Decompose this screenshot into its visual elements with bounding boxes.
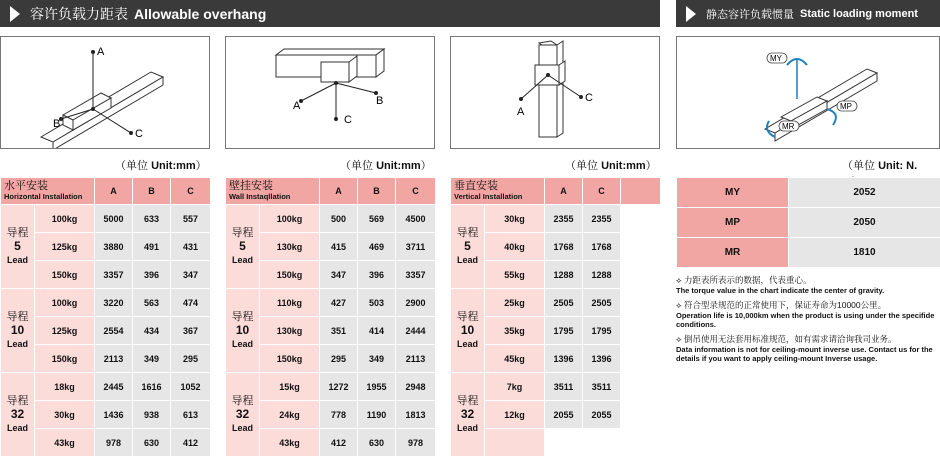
table-row	[677, 208, 940, 238]
value-cell: 1795	[545, 317, 583, 345]
load-cell: 130kg	[260, 317, 320, 345]
unit-value: Unit:mm	[601, 160, 646, 172]
value-cell: 469	[358, 233, 396, 261]
lead-number: 10	[236, 323, 249, 337]
diamond-bullet-icon: ⟡	[676, 300, 682, 310]
value-cell: 2113	[396, 345, 436, 373]
moment-label-cell: MY	[677, 178, 789, 208]
value-cell: 2445	[95, 373, 133, 401]
column-header	[621, 178, 661, 205]
table-row	[677, 238, 940, 268]
unit-prefix: （单位	[565, 160, 601, 172]
value-cell: 563	[133, 289, 171, 317]
diamond-bullet-icon: ⟡	[676, 334, 682, 344]
moment-mp-label: MP	[840, 102, 852, 111]
value-cell: 431	[171, 233, 211, 261]
lead-cell	[1, 373, 35, 457]
value-cell: 1616	[133, 373, 171, 401]
value-cell: 2505	[545, 289, 583, 317]
table-row	[677, 178, 940, 208]
column-header: B	[133, 178, 171, 205]
note-text-en: The torque value in the chart indicate the center of gravity.	[676, 286, 938, 295]
lead-number: 32	[236, 407, 249, 421]
table-title-en: Wall Instaqllation	[229, 193, 319, 201]
lead-label-en: Lead	[226, 423, 259, 433]
axis-a-label: A	[293, 100, 301, 112]
axis-c-label: C	[585, 92, 593, 104]
load-cell: 24kg	[260, 401, 320, 429]
value-cell: 2055	[545, 401, 583, 429]
value-cell	[545, 429, 583, 457]
value-cell	[621, 401, 661, 429]
unit-prefix: （单位	[340, 160, 376, 172]
unit-value: Unit:mm	[376, 160, 421, 172]
value-cell	[621, 205, 661, 233]
moment-value-cell: 1810	[789, 238, 940, 268]
lead-label-en: Lead	[451, 423, 484, 433]
table-header-row	[1, 178, 211, 205]
value-cell: 295	[171, 345, 211, 373]
load-cell: 55kg	[485, 261, 545, 289]
header-title-en: Static loading moment	[800, 8, 918, 20]
moment-value-cell: 2050	[789, 208, 940, 238]
table-title-cn: 垂直安装	[454, 181, 544, 193]
table-title-en: Horizontal Installation	[4, 193, 94, 201]
value-cell: 349	[358, 345, 396, 373]
load-cell: 150kg	[260, 261, 320, 289]
header-title-cn: 容许负载力距表	[30, 4, 128, 24]
value-cell: 613	[171, 401, 211, 429]
lead-label-cn: 导程	[451, 396, 484, 408]
unit-value: Unit: N.	[842, 160, 917, 188]
value-cell: 347	[320, 261, 358, 289]
lead-cell	[226, 373, 260, 457]
lead-label-cn: 导程	[451, 228, 484, 240]
table-row	[1, 373, 211, 401]
lead-cell	[451, 289, 485, 373]
value-cell: 412	[320, 429, 358, 457]
load-cell: 12kg	[485, 401, 545, 429]
note-item	[676, 275, 938, 295]
axis-b-label: B	[53, 118, 60, 130]
value-cell: 978	[396, 429, 436, 457]
lead-number: 10	[11, 323, 24, 337]
load-cell: 125kg	[35, 233, 95, 261]
lead-cell	[226, 289, 260, 373]
value-cell: 2355	[545, 205, 583, 233]
lead-label-en: Lead	[1, 255, 34, 265]
lead-cell	[226, 205, 260, 289]
moment-label-cell: MP	[677, 208, 789, 238]
value-cell: 414	[358, 317, 396, 345]
lead-cell	[451, 373, 485, 457]
overhang-table-wall	[225, 177, 436, 457]
lead-number: 5	[464, 239, 471, 253]
value-cell: 3711	[396, 233, 436, 261]
column-header: A	[545, 178, 583, 205]
value-cell: 3511	[583, 373, 621, 401]
value-cell: 2444	[396, 317, 436, 345]
diagram-moment	[676, 36, 940, 149]
value-cell	[621, 429, 661, 457]
note-item	[676, 300, 938, 329]
note-text-cn	[676, 300, 938, 311]
lead-label-cn: 导程	[1, 228, 34, 240]
note-cn: 力距表所表示的数据，代表重心。	[684, 275, 812, 285]
table-row	[451, 205, 661, 233]
load-cell: 130kg	[260, 233, 320, 261]
moment-label-cell: MR	[677, 238, 789, 268]
value-cell: 412	[171, 429, 211, 457]
value-cell: 569	[358, 205, 396, 233]
value-cell: 557	[171, 205, 211, 233]
value-cell: 396	[133, 261, 171, 289]
table-row	[226, 205, 436, 233]
table-title-cn: 壁挂安装	[229, 181, 319, 193]
static-moment-illustration	[677, 37, 939, 148]
lead-label-cn: 导程	[226, 312, 259, 324]
lead-label-en: Lead	[1, 423, 34, 433]
load-cell: 43kg	[35, 429, 95, 457]
diagram-vertical	[450, 36, 660, 149]
table-header-row	[451, 178, 661, 205]
note-cn: 倒吊使用无法套用标准规范，如有需求请洽询我司业务。	[684, 334, 897, 344]
column-header: C	[396, 178, 436, 205]
table-title-cell	[226, 178, 320, 205]
value-cell: 427	[320, 289, 358, 317]
value-cell: 2948	[396, 373, 436, 401]
value-cell: 630	[133, 429, 171, 457]
notes-list	[676, 275, 938, 369]
value-cell	[621, 373, 661, 401]
value-cell: 2554	[95, 317, 133, 345]
header-title-cn: 静态容许负载惯量	[706, 6, 794, 22]
value-cell: 1813	[396, 401, 436, 429]
value-cell: 1288	[545, 261, 583, 289]
unit-value: Unit:mm	[151, 160, 196, 172]
value-cell: 1768	[583, 233, 621, 261]
unit-label-horizontal	[115, 157, 207, 173]
lead-label-cn: 导程	[226, 396, 259, 408]
table-title-cn: 水平安装	[4, 181, 94, 193]
table-row	[451, 289, 661, 317]
note-text-en: Operation life is 10,000km when the product is using under the specifide conditions.	[676, 311, 938, 330]
lead-label-en: Lead	[1, 339, 34, 349]
value-cell: 1396	[545, 345, 583, 373]
diagram-horizontal	[0, 36, 210, 149]
load-cell: 150kg	[260, 345, 320, 373]
table-row	[226, 289, 436, 317]
value-cell: 2900	[396, 289, 436, 317]
value-cell	[621, 261, 661, 289]
unit-suffix: ）	[196, 160, 207, 172]
value-cell: 500	[320, 205, 358, 233]
moment-mr-label: MR	[782, 122, 795, 131]
value-cell	[621, 317, 661, 345]
overhang-table-vertical	[450, 177, 661, 457]
value-cell: 474	[171, 289, 211, 317]
chevron-right-icon	[10, 6, 20, 22]
value-cell: 3880	[95, 233, 133, 261]
value-cell: 349	[133, 345, 171, 373]
value-cell: 938	[133, 401, 171, 429]
overhang-table-horizontal	[0, 177, 211, 457]
lead-label-en: Lead	[226, 255, 259, 265]
diamond-bullet-icon: ⟡	[676, 275, 682, 285]
value-cell: 1436	[95, 401, 133, 429]
section-header-static-moment	[676, 0, 940, 27]
value-cell: 778	[320, 401, 358, 429]
load-cell: 43kg	[260, 429, 320, 457]
axis-b-label: B	[376, 95, 383, 107]
table-row	[226, 373, 436, 401]
value-cell: 633	[133, 205, 171, 233]
unit-suffix: ）	[646, 160, 657, 172]
diagram-wall	[225, 36, 435, 149]
value-cell: 3357	[95, 261, 133, 289]
axis-a-label: A	[517, 106, 525, 118]
vertical-installation-illustration	[451, 37, 659, 148]
chevron-right-icon	[686, 6, 696, 22]
note-cn: 符合型录规范的正常使用下，保证寿命为10000公里。	[684, 300, 886, 310]
section-header-allowable-overhang	[0, 0, 660, 27]
lead-cell	[1, 289, 35, 373]
table-row	[1, 205, 211, 233]
note-text-cn	[676, 334, 938, 345]
column-header: A	[95, 178, 133, 205]
value-cell: 3511	[545, 373, 583, 401]
load-cell: 40kg	[485, 233, 545, 261]
load-cell: 25kg	[485, 289, 545, 317]
value-cell: 5000	[95, 205, 133, 233]
wall-installation-illustration	[226, 37, 434, 148]
value-cell	[621, 289, 661, 317]
load-cell: 100kg	[35, 289, 95, 317]
column-header: A	[320, 178, 358, 205]
value-cell	[583, 429, 621, 457]
load-cell: 125kg	[35, 317, 95, 345]
lead-label-cn: 导程	[226, 228, 259, 240]
value-cell: 1052	[171, 373, 211, 401]
lead-cell	[451, 205, 485, 289]
value-cell: 3220	[95, 289, 133, 317]
note-text-cn	[676, 275, 938, 286]
value-cell: 351	[320, 317, 358, 345]
load-cell: 35kg	[485, 317, 545, 345]
load-cell	[485, 429, 545, 457]
unit-prefix: （单位	[842, 160, 878, 172]
load-cell: 100kg	[260, 205, 320, 233]
value-cell: 2055	[583, 401, 621, 429]
load-cell: 30kg	[35, 401, 95, 429]
value-cell: 2505	[583, 289, 621, 317]
load-cell: 150kg	[35, 261, 95, 289]
value-cell: 1955	[358, 373, 396, 401]
table-title-cell	[1, 178, 95, 205]
load-cell: 45kg	[485, 345, 545, 373]
lead-cell	[1, 205, 35, 289]
value-cell: 295	[320, 345, 358, 373]
value-cell: 396	[358, 261, 396, 289]
value-cell: 1396	[583, 345, 621, 373]
axis-c-label: C	[344, 114, 352, 126]
load-cell: 100kg	[35, 205, 95, 233]
table-header-row	[226, 178, 436, 205]
value-cell: 503	[358, 289, 396, 317]
lead-label-en: Lead	[451, 339, 484, 349]
horizontal-installation-illustration	[1, 37, 209, 148]
column-header: B	[358, 178, 396, 205]
load-cell: 7kg	[485, 373, 545, 401]
value-cell	[621, 345, 661, 373]
value-cell: 3357	[396, 261, 436, 289]
lead-label-cn: 导程	[451, 312, 484, 324]
lead-label-cn: 导程	[1, 396, 34, 408]
unit-suffix: ）	[421, 160, 432, 172]
unit-label-wall	[340, 157, 432, 173]
load-cell: 110kg	[260, 289, 320, 317]
header-title-en: Allowable overhang	[134, 6, 266, 22]
lead-number: 32	[11, 407, 24, 421]
unit-prefix: （单位	[115, 160, 151, 172]
column-header: C	[171, 178, 211, 205]
value-cell: 1190	[358, 401, 396, 429]
lead-number: 5	[14, 239, 21, 253]
axis-a-label: A	[97, 46, 105, 58]
value-cell: 1272	[320, 373, 358, 401]
moment-value-cell: 2052	[789, 178, 940, 208]
lead-label-en: Lead	[451, 255, 484, 265]
table-row	[1, 289, 211, 317]
note-item	[676, 334, 938, 363]
lead-number: 10	[461, 323, 474, 337]
load-cell: 18kg	[35, 373, 95, 401]
value-cell: 2113	[95, 345, 133, 373]
value-cell: 1795	[583, 317, 621, 345]
value-cell: 367	[171, 317, 211, 345]
value-cell: 347	[171, 261, 211, 289]
moment-my-label: MY	[770, 54, 783, 63]
value-cell: 1768	[545, 233, 583, 261]
value-cell: 491	[133, 233, 171, 261]
table-title-cell	[451, 178, 545, 205]
value-cell: 630	[358, 429, 396, 457]
column-header: C	[583, 178, 621, 205]
value-cell: 978	[95, 429, 133, 457]
load-cell: 150kg	[35, 345, 95, 373]
value-cell: 1288	[583, 261, 621, 289]
lead-label-en: Lead	[226, 339, 259, 349]
value-cell: 434	[133, 317, 171, 345]
lead-label-cn: 导程	[1, 312, 34, 324]
value-cell: 2355	[583, 205, 621, 233]
unit-label-vertical	[565, 157, 657, 173]
axis-c-label: C	[135, 128, 143, 140]
note-text-en: Data information is not for ceiling-mount inverse use. Contact us for the details if you want to apply ceiling-mount Inverse usage.	[676, 345, 938, 364]
value-cell: 415	[320, 233, 358, 261]
lead-number: 32	[461, 407, 474, 421]
table-title-en: Vertical Installation	[454, 193, 544, 201]
value-cell	[621, 233, 661, 261]
static-moment-table	[676, 177, 940, 268]
load-cell: 30kg	[485, 205, 545, 233]
table-row	[451, 373, 661, 401]
lead-number: 5	[239, 239, 246, 253]
value-cell: 4500	[396, 205, 436, 233]
load-cell: 15kg	[260, 373, 320, 401]
